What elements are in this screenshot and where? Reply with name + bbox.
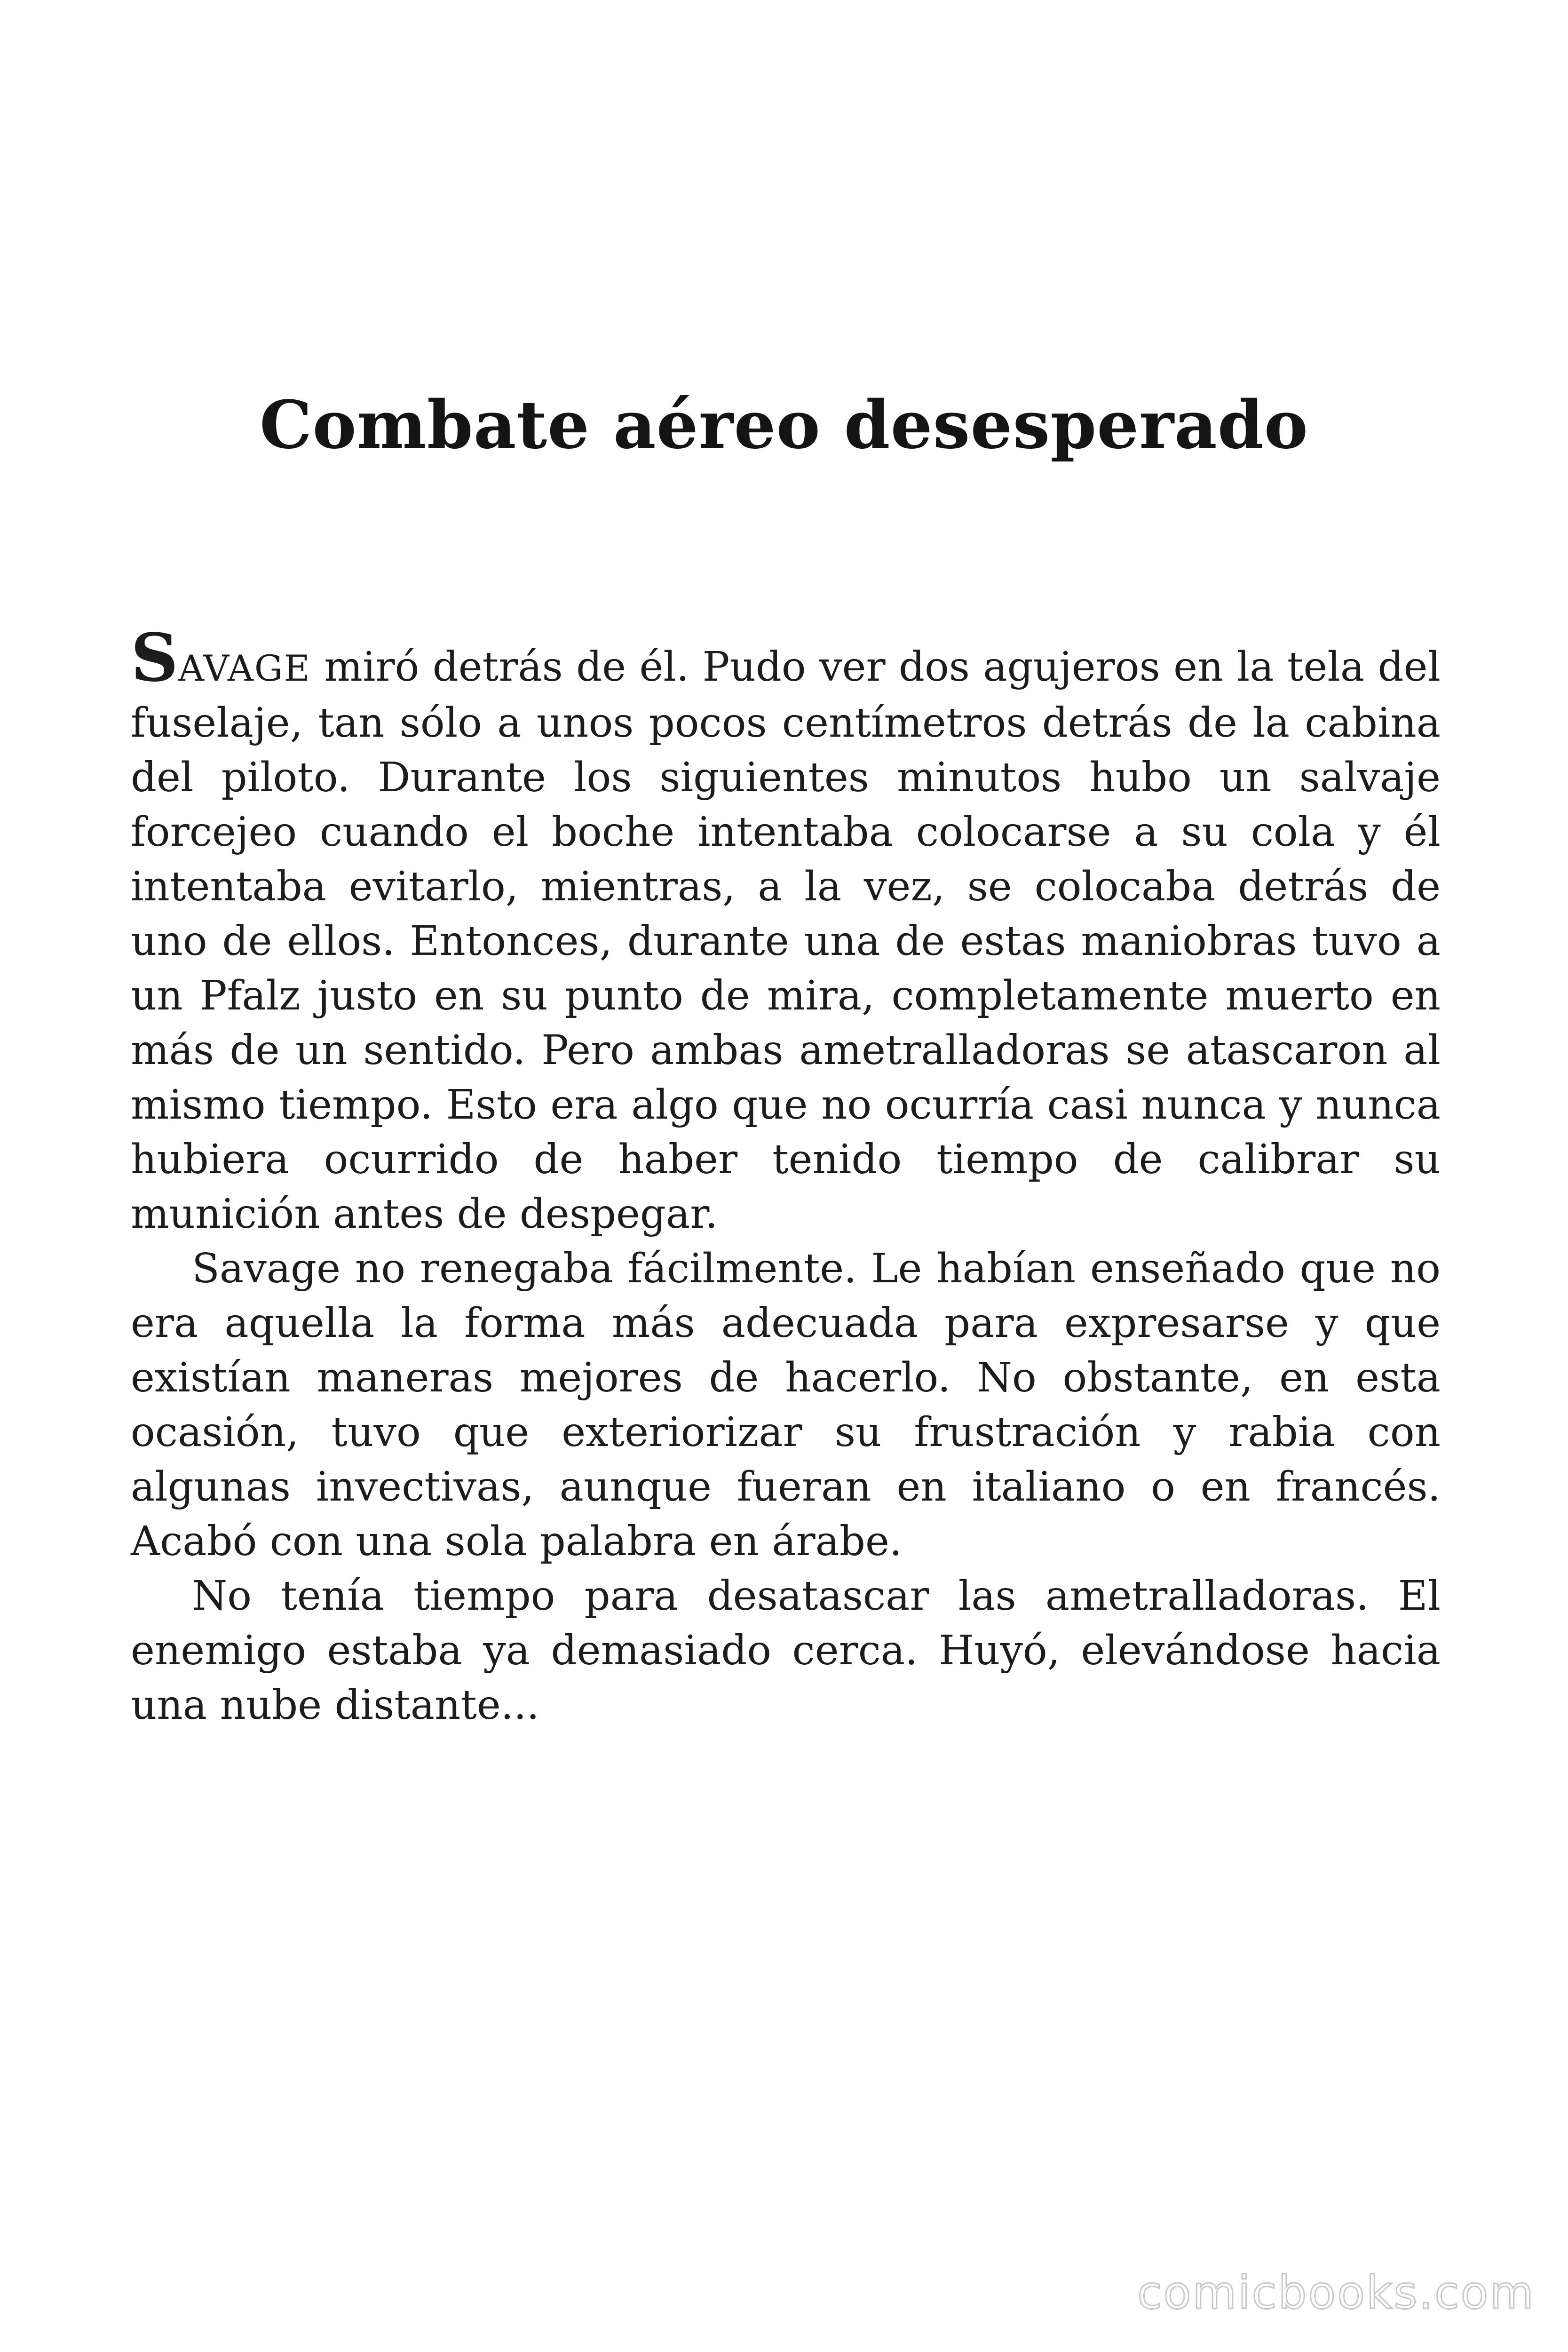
drop-cap-initial: S [131, 620, 179, 697]
paragraph-1-text: miró detrás de él. Pudo ver dos agujeros en la tela del fuselaje, tan sólo a unos pocos centímetros detrás de la cabina del piloto. Durante los siguientes minutos hubo un salvaje forcejeo cuando el boche intentaba colocarse a su cola y él intentaba evitarlo, mientras, a la vez, se colocaba detrás de uno de ellos. Entonces, durante una de estas maniobras tuvo a un Pfalz justo en su punto de mira, completamente muerto en más de un sentido. Pero ambas ametralladoras se atascaron al mismo tiempo. Esto era algo que no ocurría casi nunca y nunca hubiera ocurrido de haber tenido tiempo de calibrar su munición antes de despegar. [131, 644, 1441, 1238]
small-caps-name: AVAGE [178, 647, 311, 689]
watermark-logo: comicbooks.com [1137, 2266, 1535, 2319]
paragraph-1 [131, 620, 1441, 1241]
chapter-body [131, 620, 1441, 1732]
paragraph-2: Savage no renegaba fácilmente. Le habían enseñado que no era aquella la forma más adecuada para expresarse y que existían maneras mejores de hacerlo. No obstante, en esta ocasión, tuvo que exteriorizar su frustración y rabia con algunas invectivas, aunque fueran en italiano o en francés. Acabó con una sola palabra en árabe. [131, 1245, 1441, 1565]
chapter-title: Combate aéreo desesperado [259, 387, 1309, 464]
paragraph-3: No tenía tiempo para desatascar las ametralladoras. El enemigo estaba ya demasiado cerca. Huyó, elevándose hacia una nube distante... [131, 1573, 1441, 1729]
